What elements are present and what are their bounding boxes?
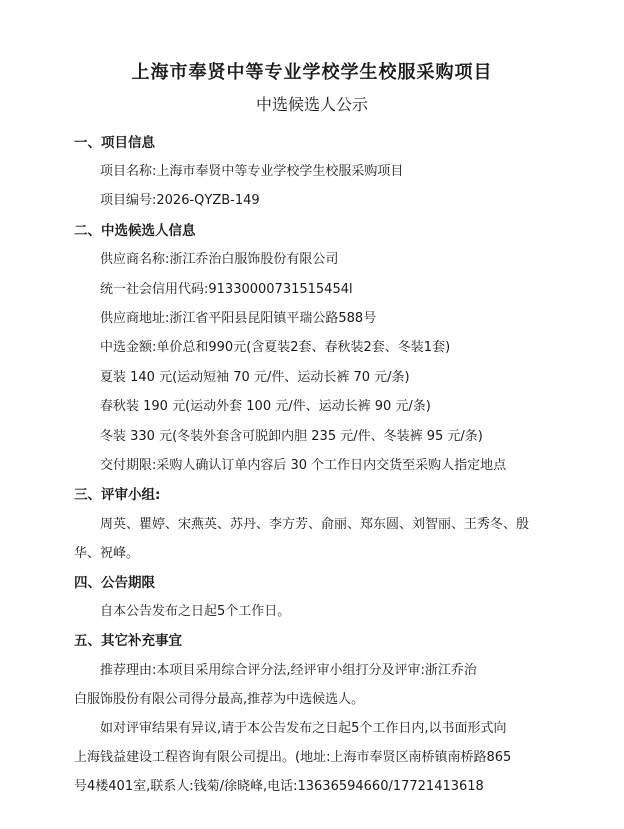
document-subtitle: 中选候选人公示 <box>255 95 368 114</box>
section-heading-notice-period: 四、公告期限 <box>74 575 155 591</box>
recommendation-reason-line2: 白服饰股份有限公司得分最高,推荐为中选候选人。 <box>74 692 365 707</box>
credit-code: 统一社会信用代码:91330000731515454l <box>100 282 353 297</box>
review-panel-members-line1: 周英、瞿婷、宋燕英、苏丹、李方芳、俞丽、郑东圆、刘智丽、王秀冬、殷 <box>100 517 530 532</box>
supplier-address: 供应商地址:浙江省平阳县昆阳镇平瑞公路588号 <box>100 311 377 326</box>
bid-amount: 中选金额:单价总和990元(含夏装2套、春秋装2套、冬装1套) <box>100 340 451 355</box>
objection-line2: 上海钱益建设工程咨询有限公司提出。(地址:上海市奉贤区南桥镇南桥路865 <box>74 750 512 765</box>
delivery-deadline: 交付期限:采购人确认订单内容后 30 个工作日内交货至采购人指定地点 <box>100 458 507 473</box>
section-heading-candidate-info: 二、中选候选人信息 <box>74 223 196 239</box>
document-title: 上海市奉贤中等专业学校学生校服采购项目 <box>131 62 493 83</box>
notice-period-text: 自本公告发布之日起5个工作日。 <box>100 604 291 619</box>
summer-uniform: 夏装 140 元(运动短袖 70 元/件、运动长裤 70 元/条) <box>100 370 410 385</box>
section-heading-supplementary: 五、其它补充事宜 <box>74 633 182 649</box>
spring-autumn-uniform: 春秋装 190 元(运动外套 100 元/件、运动长裤 90 元/条) <box>100 399 431 414</box>
objection-line1: 如对评审结果有异议,请于本公告发布之日起5个工作日内,以书面形式向 <box>100 721 507 736</box>
project-number: 项目编号:2026-QYZB-149 <box>100 193 260 208</box>
objection-line3: 号4楼401室,联系人:钱菊/徐晓峰,电话:13636594660/17721413618 <box>74 779 484 794</box>
winter-uniform: 冬装 330 元(冬装外套含可脱卸内胆 235 元/件、冬装裤 95 元/条) <box>100 429 483 444</box>
review-panel-members-line2: 华、祝峰。 <box>74 546 140 561</box>
recommendation-reason-line1: 推荐理由:本项目采用综合评分法,经评审小组打分及评审:浙江乔治 <box>100 663 477 678</box>
supplier-name: 供应商名称:浙江乔治白服饰股份有限公司 <box>100 252 339 267</box>
project-name: 项目名称:上海市奉贤中等专业学校学生校服采购项目 <box>100 164 404 179</box>
section-heading-project-info: 一、项目信息 <box>74 135 155 151</box>
section-heading-review-panel: 三、评审小组: <box>74 487 161 503</box>
